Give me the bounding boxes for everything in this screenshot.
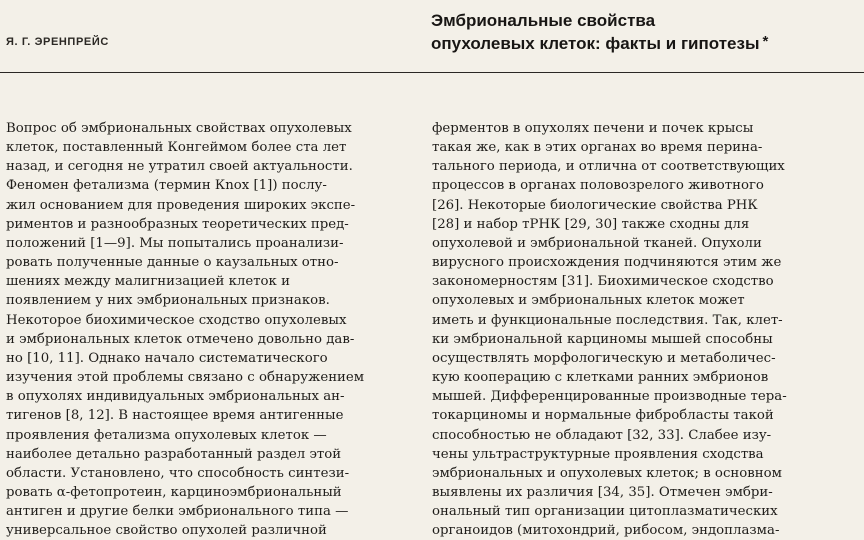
text-line: положений [1—9]. Мы попытались проанализи- [6,235,344,251]
text-line: ферментов в опухолях печени и почек крысы [432,121,754,136]
text-line: процессов в органах половозрелого животного [432,178,764,194]
text-line: появлением у них эмбриональных признаков. [6,293,330,309]
text-line: и эмбриональных клеток отмечено довольно дав- [6,331,355,347]
text-line: в опухолях индивидуальных эмбриональных ан- [6,389,345,405]
footnote-asterisk: * [762,33,769,50]
left-text-column [6,119,410,540]
text-line: осуществлять морфологическую и метаболичес- [432,350,776,366]
text-line: Феномен фетализма (термин Кnох [1]) послу- [6,178,327,194]
text-line: риментов и разнообразных теоретических пред- [6,216,349,232]
text-line: жил основанием для проведения широких экспе- [6,197,356,213]
text-line: наиболее детально разработанный раздел этой [6,446,342,462]
text-line: опухолевой и эмбриональной тканей. Опухоли [432,235,762,251]
header-divider [0,72,864,73]
text-line: мышей. Дифференцированные производные тера- [432,389,787,405]
text-line: чены ультраструктурные проявления сходства [432,446,764,462]
text-line: кую кооперацию с клетками ранних эмбрионов [432,370,769,386]
text-line: такая же, как в этих органах во время перина- [432,140,763,156]
text-line: закономерностям [31]. Биохимическое сходство [432,274,774,290]
article-title [431,10,861,54]
text-line: клеток, поставленный Конгеймом более ста лет [6,140,347,156]
text-line: токарциномы и нормальные фибробласты такой [432,408,774,424]
text-line: области. Установлено, что способность синтези- [6,465,350,481]
text-line: ровать α-фетопротеин, карциноэмбриональный [6,484,342,500]
text-line: выявлены их различия [34, 35]. Отмечен эмбри- [432,484,773,500]
text-line: тигенов [8, 12]. В настоящее время антигенные [6,408,344,424]
article-title-line-1: Эмбриональные свойства [431,11,656,30]
text-line: проявления фетализма опухолевых клеток — [6,427,327,443]
text-line: иметь и функциональные последствия. Так, клет- [432,312,783,328]
right-text-column [432,119,862,540]
text-line: вирусного происхождения подчиняются этим же [432,255,782,271]
text-line: тального периода, и отлична от соответствующих [432,159,785,175]
text-line: способностью не обладают [32, 33]. Слабее изу- [432,427,772,443]
text-line: [26]. Некоторые биологические свойства РНК [432,197,758,213]
article-title-line-2-text: опухолевых клеток: факты и гипотезы [431,34,760,53]
text-line: антиген и другие белки эмбрионального типа — [6,504,349,520]
text-line: ровать полученные данные о каузальных отно- [6,255,339,271]
text-line: Некоторое биохимическое сходство опухолевых [6,312,347,328]
author-name: Я. Г. ЭРЕНПРЕЙС [6,36,109,48]
text-line: но [10, 11]. Однако начало систематического [6,350,328,366]
text-line: ональный тип организации цитоплазматических [432,504,778,520]
text-line: шениях между малигнизацией клеток и [6,274,290,290]
text-line: опухолевых и эмбриональных клеток может [432,293,745,309]
text-line: органоидов (митохондрий, рибосом, эндоплазма- [432,523,780,539]
text-line: универсальное свойство опухолей различной [6,523,327,539]
text-line: [28] и набор тРНК [29, 30] также сходны для [432,216,750,232]
article-title-line-2 [431,31,861,54]
text-line: Вопрос об эмбриональных свойствах опухолевых [6,121,352,136]
text-line: изучения этой проблемы связано с обнаружением [6,370,365,386]
text-line: эмбриональных и опухолевых клеток; в основном [432,465,782,481]
text-line: назад, и сегодня не утратил своей актуальности. [6,159,353,175]
text-line: ки эмбриональной карциномы мышей способны [432,331,773,347]
